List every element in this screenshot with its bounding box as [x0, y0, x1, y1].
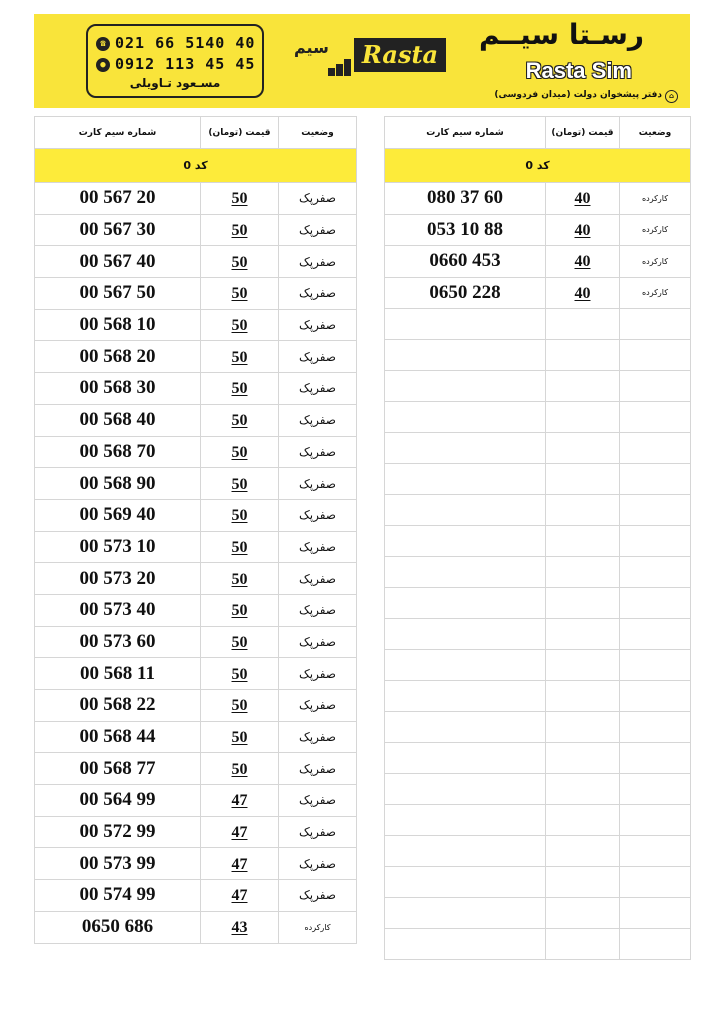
office-text: دفتر پیشخوان دولت (میدان فردوسی) [494, 90, 662, 100]
table-header-row [35, 117, 357, 149]
empty-row [385, 588, 691, 619]
brand-english: Rasta Sim [525, 58, 632, 83]
status-cell: صفرپک [279, 373, 357, 405]
empty-row [385, 681, 691, 712]
table-row [35, 531, 357, 563]
price-cell [201, 785, 279, 817]
status-cell: کارکرده [620, 277, 691, 309]
table-row [35, 214, 357, 246]
sim-number: 00 568 90 [35, 468, 201, 500]
status-cell: صفرپک [279, 341, 357, 373]
price-cell [546, 277, 620, 309]
number-column-header: شماره سیم کارت [385, 117, 546, 149]
status-cell: صفرپک [279, 721, 357, 753]
empty-row [385, 433, 691, 464]
price-value: 50 [231, 697, 248, 715]
empty-row [385, 526, 691, 557]
sim-number: 00 568 20 [35, 341, 201, 373]
empty-row [385, 619, 691, 650]
table-row [35, 246, 357, 278]
number-column-header: شماره سیم کارت [35, 117, 201, 149]
empty-row [385, 898, 691, 929]
table-row [385, 183, 691, 215]
empty-row [385, 309, 691, 340]
empty-row [385, 340, 691, 371]
table-row [385, 246, 691, 278]
price-cell [201, 626, 279, 658]
status-cell: صفرپک [279, 880, 357, 912]
mobile-icon: ● [96, 58, 110, 72]
sim-number: 0650 228 [385, 277, 546, 309]
price-cell [201, 246, 279, 278]
table-row [35, 816, 357, 848]
sim-number: 00 573 60 [35, 626, 201, 658]
price-cell [201, 753, 279, 785]
empty-row [385, 650, 691, 681]
price-value: 50 [231, 729, 248, 747]
price-value: 47 [231, 824, 248, 842]
empty-row [385, 402, 691, 433]
price-value: 40 [574, 253, 591, 271]
status-cell: صفرپک [279, 848, 357, 880]
table-row [35, 373, 357, 405]
price-cell [201, 278, 279, 310]
table-row [35, 594, 357, 626]
phone-line [96, 34, 255, 52]
price-value: 50 [231, 475, 248, 493]
table-row [35, 880, 357, 912]
status-cell: کارکرده [620, 183, 691, 215]
price-cell [201, 436, 279, 468]
table-row [35, 658, 357, 690]
price-value: 50 [231, 253, 248, 271]
sim-number: 00 573 20 [35, 563, 201, 595]
sim-number: 080 37 60 [385, 183, 546, 215]
status-cell: صفرپک [279, 183, 357, 215]
status-cell: صفرپک [279, 753, 357, 785]
price-cell [201, 404, 279, 436]
price-cell [201, 531, 279, 563]
price-cell [546, 246, 620, 278]
status-cell: صفرپک [279, 404, 357, 436]
code-row [35, 149, 357, 183]
table-header-row [385, 117, 691, 149]
price-value: 50 [231, 412, 248, 430]
sim-number: 00 573 10 [35, 531, 201, 563]
status-cell: صفرپک [279, 563, 357, 595]
table-row [35, 721, 357, 753]
empty-row [385, 743, 691, 774]
table-row [35, 404, 357, 436]
price-value: 47 [231, 855, 248, 873]
price-cell [201, 183, 279, 215]
status-cell: کارکرده [620, 214, 691, 246]
table-row [35, 436, 357, 468]
sim-number: 00 568 30 [35, 373, 201, 405]
mobile-line [96, 55, 255, 73]
status-column-header: وضعیت [620, 117, 691, 149]
contact-box [86, 24, 264, 98]
status-cell: صفرپک [279, 278, 357, 310]
price-value: 50 [231, 570, 248, 588]
price-cell [201, 721, 279, 753]
empty-row [385, 495, 691, 526]
price-value: 50 [231, 507, 248, 525]
price-value: 50 [231, 633, 248, 651]
signal-bars-icon [294, 52, 356, 76]
status-column-header: وضعیت [279, 117, 357, 149]
status-cell: کارکرده [279, 911, 357, 943]
sim-number: 00 568 11 [35, 658, 201, 690]
price-cell [201, 468, 279, 500]
table-row [35, 278, 357, 310]
table-row [35, 183, 357, 215]
sim-number: 00 567 30 [35, 214, 201, 246]
price-value: 43 [231, 919, 248, 937]
price-value: 50 [231, 538, 248, 556]
status-cell: صفرپک [279, 626, 357, 658]
price-cell [201, 690, 279, 722]
sim-number: 00 573 99 [35, 848, 201, 880]
table-row [35, 848, 357, 880]
code-row [385, 149, 691, 183]
status-cell: صفرپک [279, 690, 357, 722]
table-row [35, 911, 357, 943]
sim-number: 00 568 70 [35, 436, 201, 468]
price-value: 50 [231, 380, 248, 398]
price-cell [201, 341, 279, 373]
price-column-header: قیمت (تومان) [201, 117, 279, 149]
price-cell [201, 309, 279, 341]
government-office-icon: ⌂ [665, 90, 678, 103]
price-value: 40 [574, 190, 591, 208]
left-price-table [34, 116, 357, 944]
sim-number: 00 567 50 [35, 278, 201, 310]
status-cell: صفرپک [279, 499, 357, 531]
status-cell: صفرپک [279, 594, 357, 626]
table-row [35, 563, 357, 595]
sim-number: 00 568 22 [35, 690, 201, 722]
sim-number: 00 567 20 [35, 183, 201, 215]
price-cell [546, 214, 620, 246]
table-row [35, 309, 357, 341]
sim-number: 00 568 44 [35, 721, 201, 753]
table-row [35, 468, 357, 500]
empty-row [385, 712, 691, 743]
price-cell [201, 594, 279, 626]
price-value: 50 [231, 190, 248, 208]
status-cell: کارکرده [620, 246, 691, 278]
empty-row [385, 557, 691, 588]
price-value: 40 [574, 284, 591, 302]
price-cell [201, 880, 279, 912]
table-row [35, 499, 357, 531]
price-value: 50 [231, 222, 248, 240]
code-label: کد 0 [385, 149, 691, 183]
price-cell [201, 563, 279, 595]
price-value: 47 [231, 887, 248, 905]
status-cell: صفرپک [279, 468, 357, 500]
price-value: 50 [231, 602, 248, 620]
empty-row [385, 371, 691, 402]
mobile-number: 0912 113 45 45 [115, 55, 256, 73]
empty-row [385, 774, 691, 805]
sim-number: 00 573 40 [35, 594, 201, 626]
price-cell [201, 848, 279, 880]
price-value: 50 [231, 443, 248, 461]
table-row [385, 214, 691, 246]
price-cell [201, 214, 279, 246]
empty-row [385, 464, 691, 495]
sim-number: 00 568 10 [35, 309, 201, 341]
sim-number: 0660 453 [385, 246, 546, 278]
sim-number: 053 10 88 [385, 214, 546, 246]
empty-row [385, 805, 691, 836]
empty-row [385, 867, 691, 898]
price-cell [201, 499, 279, 531]
phone-number: 021 66 5140 40 [115, 34, 256, 52]
empty-row [385, 836, 691, 867]
sim-number: 00 568 77 [35, 753, 201, 785]
status-cell: صفرپک [279, 816, 357, 848]
price-value: 50 [231, 317, 248, 335]
brand-persian: رسـتا سیــم [479, 18, 644, 51]
office-address [494, 90, 678, 103]
status-cell: صفرپک [279, 246, 357, 278]
sim-number: 00 572 99 [35, 816, 201, 848]
sim-number: 00 567 40 [35, 246, 201, 278]
price-value: 50 [231, 285, 248, 303]
right-price-table [384, 116, 691, 960]
contact-name: مسـعود تـاویلی [129, 76, 221, 90]
price-cell [201, 658, 279, 690]
table-row [35, 690, 357, 722]
status-cell: صفرپک [279, 309, 357, 341]
price-cell [201, 373, 279, 405]
phone-icon: ☎ [96, 37, 110, 51]
status-cell: صفرپک [279, 436, 357, 468]
header-banner [34, 14, 690, 108]
table-row [35, 341, 357, 373]
table-row [385, 277, 691, 309]
price-column-header: قیمت (تومان) [546, 117, 620, 149]
status-cell: صفرپک [279, 531, 357, 563]
table-row [35, 785, 357, 817]
logo-persian-text: سیم [294, 38, 329, 57]
sim-number: 00 568 40 [35, 404, 201, 436]
empty-row [385, 929, 691, 960]
sim-number: 00 569 40 [35, 499, 201, 531]
logo-text: Rasta [354, 38, 446, 72]
table-row [35, 753, 357, 785]
price-value: 50 [231, 760, 248, 778]
table-row [35, 626, 357, 658]
sim-number: 00 574 99 [35, 880, 201, 912]
sim-number: 0650 686 [35, 911, 201, 943]
price-cell [201, 816, 279, 848]
price-cell [546, 183, 620, 215]
status-cell: صفرپک [279, 785, 357, 817]
price-value: 50 [231, 348, 248, 366]
status-cell: صفرپک [279, 658, 357, 690]
code-label: کد 0 [35, 149, 357, 183]
price-value: 50 [231, 665, 248, 683]
status-cell: صفرپک [279, 214, 357, 246]
price-value: 47 [231, 792, 248, 810]
rasta-logo [292, 38, 446, 78]
price-value: 40 [574, 221, 591, 239]
sim-number: 00 564 99 [35, 785, 201, 817]
price-cell [201, 911, 279, 943]
